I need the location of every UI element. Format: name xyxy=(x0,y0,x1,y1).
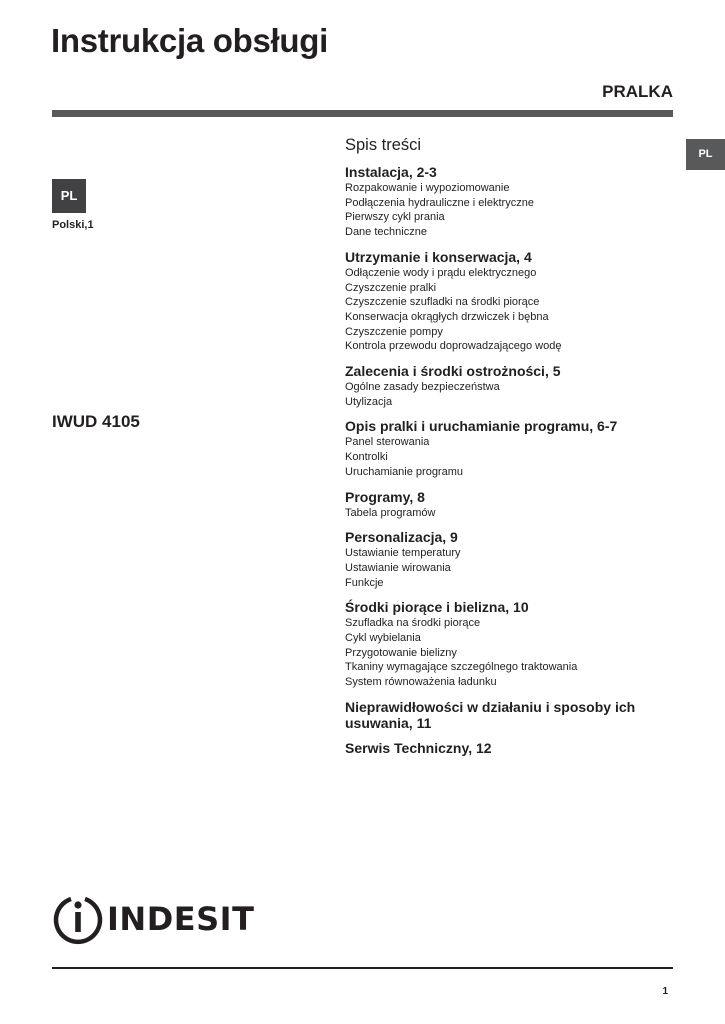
toc-item[interactable]: Przygotowanie bielizny xyxy=(345,646,457,659)
product-type: PRALKA xyxy=(602,82,673,101)
toc-item[interactable]: Kontrola przewodu doprowadzającego wodę xyxy=(345,340,562,353)
toc-item[interactable]: Szufladka na środki piorące xyxy=(345,617,481,630)
page-title: Instrukcja obsługi xyxy=(51,22,328,59)
toc-item[interactable]: Tabela programów xyxy=(345,506,436,519)
toc-item[interactable]: Konserwacja okrągłych drzwiczek i bębna xyxy=(345,310,549,323)
toc-item[interactable]: Panel sterowania xyxy=(345,436,430,449)
toc-item[interactable]: Ustawianie wirowania xyxy=(345,561,451,574)
toc-heading[interactable]: Instalacja, 2-3 xyxy=(345,164,437,180)
toc-section xyxy=(345,363,675,409)
toc-heading[interactable]: Personalizacja, 9 xyxy=(345,529,458,546)
brand-name: INDESIT xyxy=(107,900,255,938)
toc-item[interactable]: Odłączenie wody i prądu elektrycznego xyxy=(345,266,537,279)
toc-item[interactable]: System równoważenia ładunku xyxy=(345,676,497,689)
toc-item[interactable]: Tkaniny wymagające szczególnego traktowania xyxy=(345,661,578,674)
toc-sections xyxy=(345,164,675,756)
toc-item[interactable]: Podłączenia hydrauliczne i elektryczne xyxy=(345,196,534,209)
toc-item[interactable]: Czyszczenie pompy xyxy=(345,325,443,338)
toc-item[interactable]: Utylizacja xyxy=(345,395,393,408)
toc-item[interactable]: Funkcje xyxy=(345,576,384,589)
toc-heading[interactable]: Zalecenia i środki ostrożności, 5 xyxy=(345,363,561,380)
language-badge[interactable]: PL xyxy=(52,179,86,213)
toc-item[interactable]: Pierwszy cykl prania xyxy=(345,211,445,224)
toc-item[interactable]: Ustawianie temperatury xyxy=(345,547,461,560)
page-number: 1 xyxy=(662,986,668,997)
toc-heading[interactable]: Utrzymanie i konserwacja, 4 xyxy=(345,248,532,265)
language-label: Polski,1 xyxy=(52,219,94,231)
toc-section xyxy=(345,489,675,521)
toc-item[interactable]: Cykl wybielania xyxy=(345,632,421,645)
toc-section xyxy=(345,164,675,240)
toc-item[interactable]: Kontrolki xyxy=(345,451,388,464)
model-number: IWUD 4105 xyxy=(52,412,140,431)
footer-divider xyxy=(52,967,673,969)
header-divider xyxy=(52,110,673,117)
toc-heading[interactable]: Serwis Techniczny, 12 xyxy=(345,739,492,756)
toc-heading[interactable]: Nieprawidłowości w działaniu i sposoby ich usuwania, 11 xyxy=(345,698,636,731)
toc-section xyxy=(345,529,675,590)
table-of-contents xyxy=(345,136,675,765)
toc-section xyxy=(345,699,675,731)
toc-item[interactable]: Ogólne zasady bezpieczeństwa xyxy=(345,381,500,394)
toc-heading[interactable]: Środki piorące i bielizna, 10 xyxy=(345,599,529,616)
toc-section xyxy=(345,418,675,479)
toc-section xyxy=(345,740,675,756)
toc-item[interactable]: Rozpakowanie i wypoziomowanie xyxy=(345,182,510,194)
toc-item[interactable]: Dane techniczne xyxy=(345,226,427,239)
toc-title: Spis treści xyxy=(345,136,422,154)
toc-item[interactable]: Czyszczenie pralki xyxy=(345,281,437,294)
toc-section xyxy=(345,599,675,690)
toc-item[interactable]: Uruchamianie programu xyxy=(345,465,463,478)
toc-heading[interactable]: Opis pralki i uruchamianie programu, 6-7 xyxy=(345,418,618,435)
toc-heading[interactable]: Programy, 8 xyxy=(345,488,425,505)
toc-section xyxy=(345,249,675,354)
language-side-tab[interactable]: PL xyxy=(686,139,725,170)
toc-item[interactable]: Czyszczenie szufladki na środki piorące xyxy=(345,296,540,309)
